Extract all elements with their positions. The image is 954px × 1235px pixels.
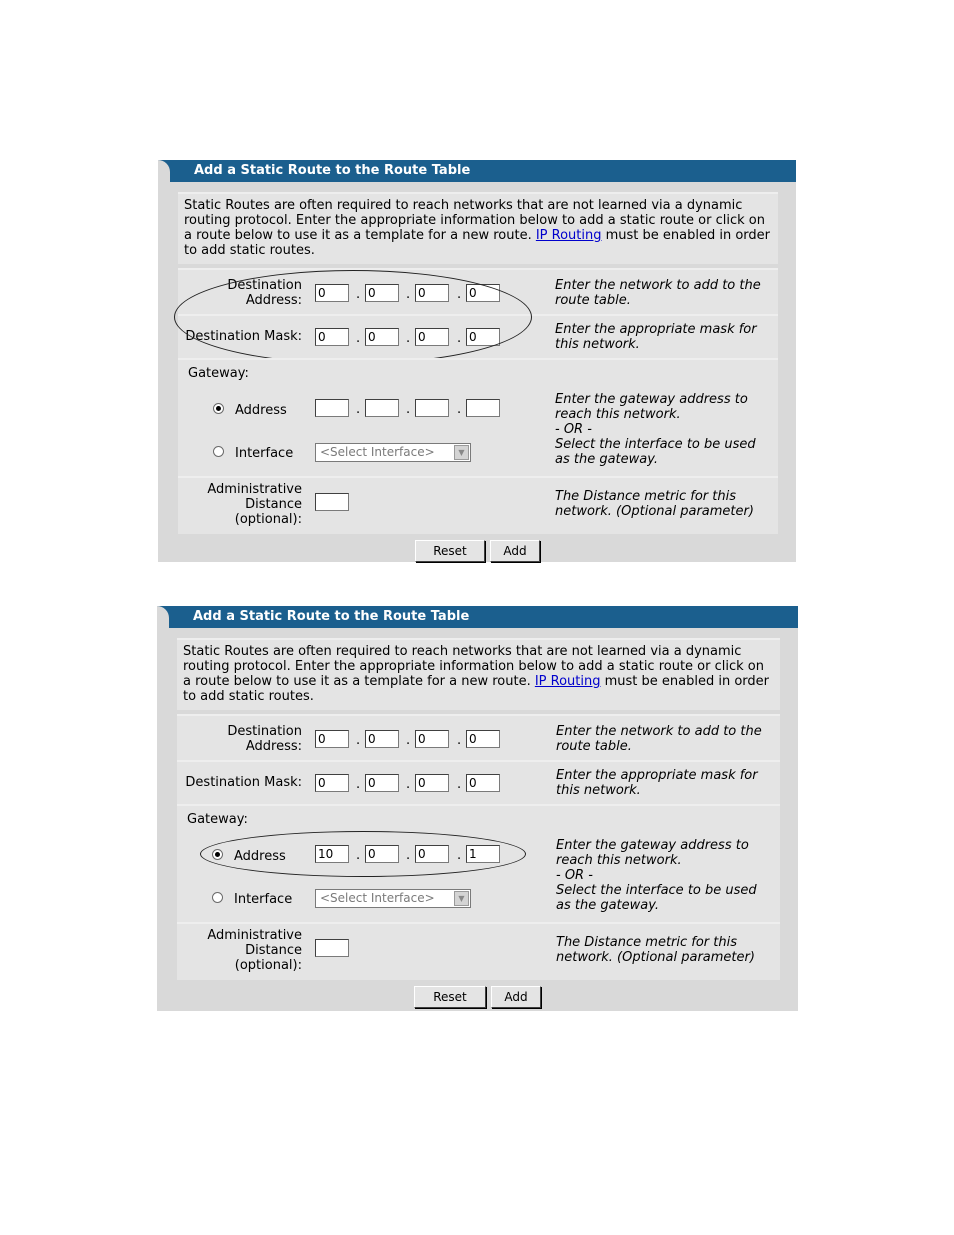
gateway-address-radio[interactable]: [213, 403, 224, 414]
gateway-interface-radio-label: Interface: [235, 446, 294, 461]
dest-addr-octet-3[interactable]: [415, 730, 449, 748]
dest-mask-octet-4[interactable]: [466, 774, 500, 792]
gateway-octet-4[interactable]: [466, 845, 500, 863]
admin-distance-help: The Distance metric for this network. (Optional parameter): [555, 489, 754, 519]
description-text-end: must be enabled in order to add static routes.: [183, 674, 770, 704]
dest-addr-octet-1[interactable]: [315, 284, 349, 302]
gateway-octet-2[interactable]: [365, 845, 399, 863]
gateway-label: Gateway:: [187, 812, 248, 827]
gateway-label: Gateway:: [188, 366, 249, 381]
add-button[interactable]: Add: [491, 986, 541, 1008]
ip-routing-link[interactable]: IP Routing: [534, 674, 601, 689]
static-route-panel-1: Add a Static Route to the Route Table Static Routes are often required to reach networks that are not learned via a dynamic routing protocol. Enter the appropriate information below to add a static route or click on a route below to use it as a template for a new route. IP Routing must be enabled in order to add static routes. Destination Address: 0 . 0 . 0 . 0 Enter the network to add to the route table. Destination Mask: 0 . 0 . 0 . 0 Enter the appropriate mask for this network. Gateway: Address . . . Interface <Select Interface> ▼ Enter the gateway address to reach this network. - OR - Select the interface to be used as the gateway. Administrative Distance (optional): The Distance metric for this network. (Optional parameter) Reset Add: [158, 160, 796, 562]
gateway-octet-1[interactable]: [315, 399, 349, 417]
dest-mask-help: Enter the appropriate mask for this network.: [556, 768, 758, 798]
dest-mask-octet-4[interactable]: [466, 328, 500, 346]
dest-mask-octet-2[interactable]: [365, 328, 399, 346]
gateway-interface-radio-label: Interface: [234, 892, 293, 907]
gateway-octet-2[interactable]: [365, 399, 399, 417]
dest-addr-help: Enter the network to add to the route table.: [556, 724, 762, 754]
gateway-interface-radio[interactable]: [212, 892, 223, 903]
dest-addr-octet-4[interactable]: [466, 730, 500, 748]
add-button[interactable]: Add: [490, 540, 540, 562]
gateway-help: Enter the gateway address to reach this network. - OR - Select the interface to be used as the gateway.: [556, 838, 757, 913]
destination-mask-label: Destination Mask:: [185, 329, 302, 344]
gateway-address-radio[interactable]: [212, 849, 223, 860]
panel-title: Add a Static Route to the Route Table: [158, 160, 796, 182]
dest-addr-octet-2[interactable]: [365, 730, 399, 748]
gateway-address-radio-label: Address: [235, 403, 287, 418]
description-text: Static Routes are often required to reach networks that are not learned via a dynamic routing protocol. Enter the appropriate information below to add a static route or click on a route below to use it as a template for a new route.: [183, 644, 764, 689]
reset-button[interactable]: Reset: [415, 540, 485, 562]
interface-select[interactable]: [315, 889, 471, 908]
gateway-octet-1[interactable]: [315, 845, 349, 863]
panel-title: Add a Static Route to the Route Table: [157, 606, 798, 628]
dest-mask-octet-3[interactable]: [415, 774, 449, 792]
static-route-panel-2: Add a Static Route to the Route Table Static Routes are often required to reach networks that are not learned via a dynamic routing protocol. Enter the appropriate information below to add a static route or click on a route below to use it as a template for a new route. IP Routing must be enabled in order to add static routes. Destination Address: 0 . 0 . 0 . 0 Enter the network to add to the route table. Destination Mask: 0 . 0 . 0 . 0 Enter the appropriate mask for this network. Gateway: Address 10 . 0 . 0 . 1 Interface <Select Interface> ▼ Enter the gateway address to reach this network. - OR - Select the interface to be used as the gateway. Administrative Distance (optional): The Distance metric for this network. (Optional parameter) Reset Add: [157, 606, 798, 1011]
dest-addr-octet-2[interactable]: [365, 284, 399, 302]
admin-distance-help: The Distance metric for this network. (Optional parameter): [556, 935, 755, 965]
description-text-end: must be enabled in order to add static routes.: [184, 228, 771, 258]
admin-distance-label: Administrative Distance (optional):: [207, 482, 302, 527]
destination-mask-label: Destination Mask:: [185, 775, 302, 790]
dest-mask-octet-1[interactable]: [315, 328, 349, 346]
dest-mask-help: Enter the appropriate mask for this network.: [555, 322, 757, 352]
dest-addr-help: Enter the network to add to the route table.: [555, 278, 761, 308]
admin-distance-input[interactable]: [315, 939, 349, 957]
gateway-octet-4[interactable]: [466, 399, 500, 417]
interface-select-value: <Select Interface>: [320, 891, 435, 905]
dest-addr-octet-3[interactable]: [415, 284, 449, 302]
gateway-interface-radio[interactable]: [213, 446, 224, 457]
interface-select[interactable]: [315, 443, 471, 462]
interface-select-value: <Select Interface>: [320, 445, 435, 459]
dest-addr-octet-4[interactable]: [466, 284, 500, 302]
chevron-down-icon[interactable]: ▼: [454, 891, 469, 906]
dest-mask-octet-3[interactable]: [415, 328, 449, 346]
destination-address-label: Destination Address:: [227, 278, 302, 308]
dest-mask-octet-2[interactable]: [365, 774, 399, 792]
gateway-octet-3[interactable]: [415, 845, 449, 863]
gateway-address-radio-label: Address: [234, 849, 286, 864]
ip-routing-link[interactable]: IP Routing: [535, 228, 602, 243]
description: [178, 192, 778, 264]
chevron-down-icon[interactable]: ▼: [454, 445, 469, 460]
gateway-help: Enter the gateway address to reach this network. - OR - Select the interface to be used as the gateway.: [555, 392, 756, 467]
admin-distance-input[interactable]: [315, 493, 349, 511]
dest-addr-octet-1[interactable]: [315, 730, 349, 748]
gateway-octet-3[interactable]: [415, 399, 449, 417]
description-text: Static Routes are often required to reach networks that are not learned via a dynamic routing protocol. Enter the appropriate information below to add a static route or click on a route below to use it as a template for a new route.: [184, 198, 765, 243]
reset-button[interactable]: Reset: [414, 986, 486, 1008]
admin-distance-label: Administrative Distance (optional):: [207, 928, 302, 973]
dest-mask-octet-1[interactable]: [315, 774, 349, 792]
description: [177, 638, 780, 710]
destination-address-label: Destination Address:: [227, 724, 302, 754]
